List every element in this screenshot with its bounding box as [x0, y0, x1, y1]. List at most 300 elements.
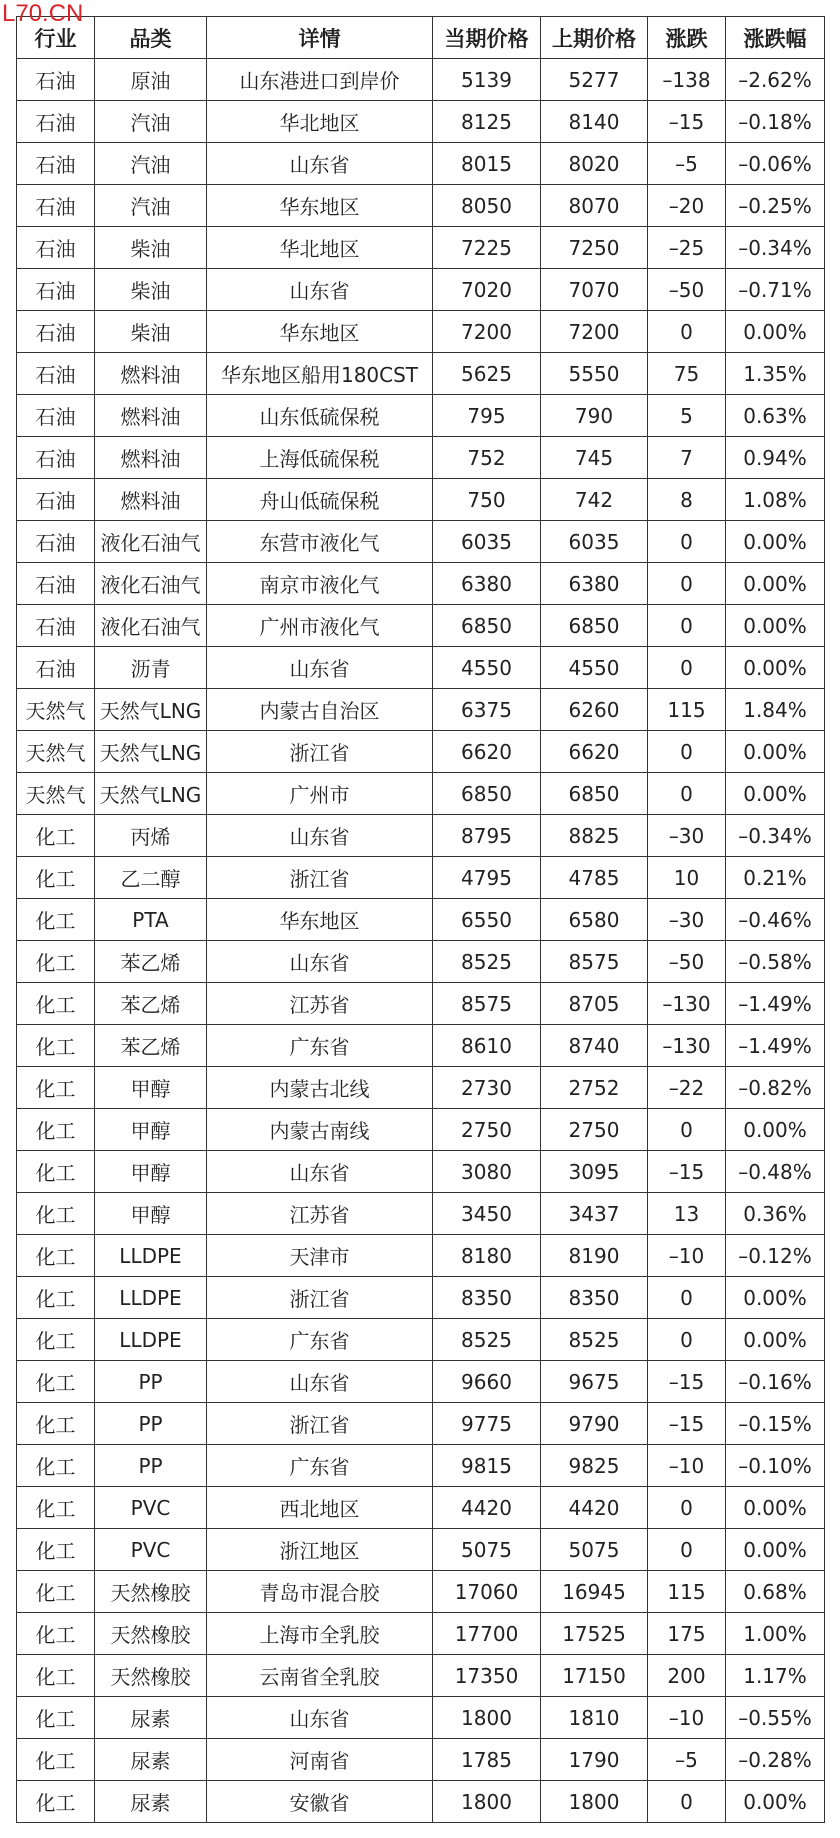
- cell-current-price: 9775: [433, 1403, 541, 1445]
- table-row: [17, 563, 825, 605]
- cell-previous-price: 5550: [541, 353, 648, 395]
- cell-change-pct: –0.58%: [726, 941, 825, 983]
- cell-industry: 化工: [17, 1697, 95, 1739]
- cell-previous-price: 9790: [541, 1403, 648, 1445]
- cell-detail: 华东地区: [207, 899, 433, 941]
- cell-previous-price: 4785: [541, 857, 648, 899]
- table-row: [17, 1739, 825, 1781]
- cell-current-price: 7200: [433, 311, 541, 353]
- cell-detail: 广东省: [207, 1025, 433, 1067]
- cell-industry: 天然气: [17, 731, 95, 773]
- cell-industry: 石油: [17, 563, 95, 605]
- cell-change: 0: [648, 731, 726, 773]
- table-row: [17, 269, 825, 311]
- cell-change: –30: [648, 815, 726, 857]
- table-row: [17, 1613, 825, 1655]
- cell-change: –5: [648, 143, 726, 185]
- header-change: 涨跌: [648, 17, 726, 59]
- cell-category: 天然橡胶: [95, 1613, 207, 1655]
- cell-change: –20: [648, 185, 726, 227]
- cell-previous-price: 3095: [541, 1151, 648, 1193]
- cell-change: 0: [648, 605, 726, 647]
- cell-current-price: 6850: [433, 605, 541, 647]
- cell-change-pct: –1.49%: [726, 1025, 825, 1067]
- cell-change: –15: [648, 101, 726, 143]
- cell-previous-price: 8575: [541, 941, 648, 983]
- cell-current-price: 8525: [433, 941, 541, 983]
- cell-previous-price: 742: [541, 479, 648, 521]
- table-row: [17, 857, 825, 899]
- cell-change-pct: –0.48%: [726, 1151, 825, 1193]
- cell-category: LLDPE: [95, 1235, 207, 1277]
- table-row: [17, 1571, 825, 1613]
- cell-change: –138: [648, 59, 726, 101]
- cell-current-price: 4550: [433, 647, 541, 689]
- cell-change-pct: 0.63%: [726, 395, 825, 437]
- table-row: [17, 647, 825, 689]
- cell-previous-price: 745: [541, 437, 648, 479]
- cell-current-price: 6375: [433, 689, 541, 731]
- cell-change: 0: [648, 1781, 726, 1823]
- table-row: [17, 437, 825, 479]
- cell-change-pct: –1.49%: [726, 983, 825, 1025]
- cell-category: 燃料油: [95, 395, 207, 437]
- cell-category: 液化石油气: [95, 563, 207, 605]
- cell-category: 原油: [95, 59, 207, 101]
- cell-change-pct: –0.10%: [726, 1445, 825, 1487]
- cell-detail: 山东省: [207, 941, 433, 983]
- cell-industry: 石油: [17, 521, 95, 563]
- cell-previous-price: 16945: [541, 1571, 648, 1613]
- cell-category: 苯乙烯: [95, 941, 207, 983]
- cell-current-price: 3080: [433, 1151, 541, 1193]
- cell-change-pct: –0.34%: [726, 815, 825, 857]
- cell-industry: 化工: [17, 1529, 95, 1571]
- cell-previous-price: 3437: [541, 1193, 648, 1235]
- cell-industry: 石油: [17, 185, 95, 227]
- cell-detail: 内蒙古南线: [207, 1109, 433, 1151]
- cell-detail: 山东省: [207, 647, 433, 689]
- cell-category: PP: [95, 1403, 207, 1445]
- cell-industry: 化工: [17, 1739, 95, 1781]
- cell-change-pct: 0.00%: [726, 1781, 825, 1823]
- cell-category: 丙烯: [95, 815, 207, 857]
- cell-industry: 化工: [17, 1487, 95, 1529]
- cell-category: 乙二醇: [95, 857, 207, 899]
- table-row: [17, 479, 825, 521]
- table-row: [17, 143, 825, 185]
- cell-change-pct: 0.00%: [726, 1277, 825, 1319]
- cell-change: 0: [648, 1529, 726, 1571]
- cell-industry: 化工: [17, 1277, 95, 1319]
- cell-industry: 化工: [17, 983, 95, 1025]
- cell-current-price: 6620: [433, 731, 541, 773]
- cell-current-price: 7020: [433, 269, 541, 311]
- cell-industry: 化工: [17, 1613, 95, 1655]
- cell-change: 0: [648, 1487, 726, 1529]
- cell-current-price: 795: [433, 395, 541, 437]
- cell-change-pct: 0.36%: [726, 1193, 825, 1235]
- cell-change-pct: –0.16%: [726, 1361, 825, 1403]
- cell-current-price: 8575: [433, 983, 541, 1025]
- cell-category: 苯乙烯: [95, 983, 207, 1025]
- cell-category: 汽油: [95, 143, 207, 185]
- cell-current-price: 8180: [433, 1235, 541, 1277]
- cell-industry: 化工: [17, 941, 95, 983]
- cell-change-pct: –0.34%: [726, 227, 825, 269]
- table-row: [17, 311, 825, 353]
- table-row: [17, 1193, 825, 1235]
- cell-current-price: 6850: [433, 773, 541, 815]
- cell-industry: 化工: [17, 1571, 95, 1613]
- cell-change-pct: 1.84%: [726, 689, 825, 731]
- cell-previous-price: 4420: [541, 1487, 648, 1529]
- table-row: [17, 185, 825, 227]
- cell-detail: 西北地区: [207, 1487, 433, 1529]
- cell-current-price: 9815: [433, 1445, 541, 1487]
- cell-change: 0: [648, 1319, 726, 1361]
- cell-category: 沥青: [95, 647, 207, 689]
- cell-previous-price: 6620: [541, 731, 648, 773]
- cell-detail: 山东省: [207, 1151, 433, 1193]
- cell-industry: 石油: [17, 437, 95, 479]
- cell-current-price: 2730: [433, 1067, 541, 1109]
- cell-category: 燃料油: [95, 353, 207, 395]
- table-row: [17, 899, 825, 941]
- cell-detail: 内蒙古自治区: [207, 689, 433, 731]
- cell-industry: 化工: [17, 1445, 95, 1487]
- cell-industry: 石油: [17, 395, 95, 437]
- cell-industry: 石油: [17, 101, 95, 143]
- cell-industry: 石油: [17, 311, 95, 353]
- cell-change: 5: [648, 395, 726, 437]
- cell-detail: 华东地区船用180CST: [207, 353, 433, 395]
- cell-category: 天然气LNG: [95, 773, 207, 815]
- cell-current-price: 4795: [433, 857, 541, 899]
- table-row: [17, 1277, 825, 1319]
- cell-current-price: 4420: [433, 1487, 541, 1529]
- cell-category: LLDPE: [95, 1277, 207, 1319]
- cell-previous-price: 790: [541, 395, 648, 437]
- table-row: [17, 983, 825, 1025]
- cell-detail: 浙江省: [207, 1277, 433, 1319]
- cell-change: –10: [648, 1697, 726, 1739]
- cell-industry: 化工: [17, 857, 95, 899]
- table-row: [17, 1151, 825, 1193]
- cell-industry: 天然气: [17, 773, 95, 815]
- cell-detail: 山东省: [207, 269, 433, 311]
- cell-change-pct: 0.00%: [726, 647, 825, 689]
- cell-industry: 石油: [17, 479, 95, 521]
- cell-category: 燃料油: [95, 479, 207, 521]
- cell-industry: 化工: [17, 1025, 95, 1067]
- cell-current-price: 8125: [433, 101, 541, 143]
- cell-detail: 江苏省: [207, 1193, 433, 1235]
- cell-industry: 化工: [17, 1655, 95, 1697]
- cell-change: 75: [648, 353, 726, 395]
- cell-change: 10: [648, 857, 726, 899]
- cell-change-pct: 1.08%: [726, 479, 825, 521]
- table-row: [17, 1445, 825, 1487]
- table-row: [17, 1403, 825, 1445]
- cell-category: LLDPE: [95, 1319, 207, 1361]
- cell-detail: 东营市液化气: [207, 521, 433, 563]
- cell-current-price: 9660: [433, 1361, 541, 1403]
- cell-change-pct: –0.25%: [726, 185, 825, 227]
- cell-current-price: 6550: [433, 899, 541, 941]
- cell-detail: 浙江省: [207, 857, 433, 899]
- cell-previous-price: 8140: [541, 101, 648, 143]
- cell-current-price: 750: [433, 479, 541, 521]
- cell-change: 115: [648, 689, 726, 731]
- cell-change-pct: 0.00%: [726, 1319, 825, 1361]
- cell-change: 13: [648, 1193, 726, 1235]
- cell-industry: 化工: [17, 1193, 95, 1235]
- cell-detail: 内蒙古北线: [207, 1067, 433, 1109]
- cell-change: –10: [648, 1445, 726, 1487]
- cell-current-price: 1785: [433, 1739, 541, 1781]
- cell-detail: 上海市全乳胶: [207, 1613, 433, 1655]
- cell-previous-price: 5277: [541, 59, 648, 101]
- cell-change: –10: [648, 1235, 726, 1277]
- cell-change-pct: 0.00%: [726, 605, 825, 647]
- cell-change: 115: [648, 1571, 726, 1613]
- cell-current-price: 3450: [433, 1193, 541, 1235]
- cell-change-pct: 0.21%: [726, 857, 825, 899]
- table-row: [17, 1487, 825, 1529]
- table-row: [17, 1655, 825, 1697]
- cell-change: 200: [648, 1655, 726, 1697]
- cell-industry: 化工: [17, 1403, 95, 1445]
- cell-previous-price: 8525: [541, 1319, 648, 1361]
- cell-change: 0: [648, 773, 726, 815]
- cell-detail: 天津市: [207, 1235, 433, 1277]
- cell-category: 甲醇: [95, 1067, 207, 1109]
- cell-change-pct: –2.62%: [726, 59, 825, 101]
- header-previous-price: 上期价格: [541, 17, 648, 59]
- cell-current-price: 6035: [433, 521, 541, 563]
- cell-detail: 华北地区: [207, 227, 433, 269]
- cell-previous-price: 8020: [541, 143, 648, 185]
- cell-industry: 化工: [17, 1319, 95, 1361]
- cell-category: 天然橡胶: [95, 1571, 207, 1613]
- cell-change: 0: [648, 1277, 726, 1319]
- cell-detail: 山东省: [207, 815, 433, 857]
- cell-change-pct: 1.17%: [726, 1655, 825, 1697]
- cell-previous-price: 6850: [541, 773, 648, 815]
- cell-change: –5: [648, 1739, 726, 1781]
- cell-previous-price: 1800: [541, 1781, 648, 1823]
- cell-detail: 青岛市混合胶: [207, 1571, 433, 1613]
- cell-change-pct: –0.18%: [726, 101, 825, 143]
- cell-industry: 化工: [17, 1151, 95, 1193]
- cell-industry: 化工: [17, 899, 95, 941]
- cell-detail: 山东港进口到岸价: [207, 59, 433, 101]
- cell-current-price: 7225: [433, 227, 541, 269]
- cell-category: 甲醇: [95, 1151, 207, 1193]
- cell-previous-price: 9675: [541, 1361, 648, 1403]
- cell-current-price: 8015: [433, 143, 541, 185]
- cell-industry: 天然气: [17, 689, 95, 731]
- cell-detail: 华北地区: [207, 101, 433, 143]
- cell-change-pct: –0.71%: [726, 269, 825, 311]
- cell-category: PTA: [95, 899, 207, 941]
- header-detail: 详情: [207, 17, 433, 59]
- table-row: [17, 815, 825, 857]
- cell-category: 天然气LNG: [95, 731, 207, 773]
- cell-change-pct: 0.00%: [726, 311, 825, 353]
- cell-industry: 化工: [17, 1235, 95, 1277]
- table-row: [17, 353, 825, 395]
- cell-category: 汽油: [95, 185, 207, 227]
- table-row: [17, 1235, 825, 1277]
- cell-previous-price: 6380: [541, 563, 648, 605]
- cell-previous-price: 17525: [541, 1613, 648, 1655]
- cell-previous-price: 8070: [541, 185, 648, 227]
- cell-industry: 化工: [17, 1361, 95, 1403]
- table-row: [17, 1361, 825, 1403]
- cell-previous-price: 8190: [541, 1235, 648, 1277]
- cell-change-pct: 0.00%: [726, 521, 825, 563]
- cell-detail: 上海低硫保税: [207, 437, 433, 479]
- cell-category: 液化石油气: [95, 521, 207, 563]
- cell-current-price: 17060: [433, 1571, 541, 1613]
- cell-current-price: 8795: [433, 815, 541, 857]
- cell-detail: 广东省: [207, 1445, 433, 1487]
- cell-previous-price: 1790: [541, 1739, 648, 1781]
- cell-change-pct: 1.00%: [726, 1613, 825, 1655]
- cell-current-price: 752: [433, 437, 541, 479]
- cell-change-pct: –0.15%: [726, 1403, 825, 1445]
- cell-current-price: 8350: [433, 1277, 541, 1319]
- cell-detail: 广州市液化气: [207, 605, 433, 647]
- cell-category: PVC: [95, 1487, 207, 1529]
- cell-change: –30: [648, 899, 726, 941]
- cell-change: –130: [648, 1025, 726, 1067]
- cell-detail: 浙江省: [207, 1403, 433, 1445]
- cell-previous-price: 6035: [541, 521, 648, 563]
- table-row: [17, 227, 825, 269]
- cell-current-price: 5075: [433, 1529, 541, 1571]
- cell-current-price: 5625: [433, 353, 541, 395]
- cell-category: 尿素: [95, 1697, 207, 1739]
- cell-change-pct: –0.28%: [726, 1739, 825, 1781]
- cell-current-price: 6380: [433, 563, 541, 605]
- cell-change: –22: [648, 1067, 726, 1109]
- cell-category: 液化石油气: [95, 605, 207, 647]
- cell-change: 0: [648, 311, 726, 353]
- cell-change: 0: [648, 563, 726, 605]
- cell-previous-price: 9825: [541, 1445, 648, 1487]
- cell-category: 苯乙烯: [95, 1025, 207, 1067]
- cell-current-price: 2750: [433, 1109, 541, 1151]
- cell-industry: 石油: [17, 143, 95, 185]
- cell-category: 甲醇: [95, 1109, 207, 1151]
- cell-change-pct: –0.06%: [726, 143, 825, 185]
- cell-current-price: 1800: [433, 1697, 541, 1739]
- cell-category: 天然橡胶: [95, 1655, 207, 1697]
- cell-category: PVC: [95, 1529, 207, 1571]
- table-row: [17, 731, 825, 773]
- cell-previous-price: 2750: [541, 1109, 648, 1151]
- table-row: [17, 101, 825, 143]
- cell-previous-price: 2752: [541, 1067, 648, 1109]
- cell-detail: 江苏省: [207, 983, 433, 1025]
- cell-detail: 山东低硫保税: [207, 395, 433, 437]
- table-row: [17, 1529, 825, 1571]
- cell-detail: 南京市液化气: [207, 563, 433, 605]
- cell-industry: 石油: [17, 59, 95, 101]
- cell-change: 0: [648, 647, 726, 689]
- header-category: 品类: [95, 17, 207, 59]
- cell-current-price: 8050: [433, 185, 541, 227]
- cell-current-price: 17350: [433, 1655, 541, 1697]
- cell-change: –130: [648, 983, 726, 1025]
- cell-previous-price: 7200: [541, 311, 648, 353]
- cell-previous-price: 17150: [541, 1655, 648, 1697]
- cell-change: 7: [648, 437, 726, 479]
- cell-industry: 化工: [17, 815, 95, 857]
- header-change-pct: 涨跌幅: [726, 17, 825, 59]
- cell-category: PP: [95, 1361, 207, 1403]
- cell-change: –50: [648, 941, 726, 983]
- cell-change: 175: [648, 1613, 726, 1655]
- cell-change-pct: 0.00%: [726, 773, 825, 815]
- cell-change: 0: [648, 521, 726, 563]
- table-row: [17, 605, 825, 647]
- cell-change-pct: –0.55%: [726, 1697, 825, 1739]
- watermark: L70.CN: [2, 0, 84, 27]
- cell-detail: 浙江省: [207, 731, 433, 773]
- table-row: [17, 689, 825, 731]
- cell-industry: 化工: [17, 1067, 95, 1109]
- cell-category: PP: [95, 1445, 207, 1487]
- cell-category: 柴油: [95, 311, 207, 353]
- table-row: [17, 1697, 825, 1739]
- cell-previous-price: 8825: [541, 815, 648, 857]
- cell-change-pct: 0.00%: [726, 1529, 825, 1571]
- cell-current-price: 8610: [433, 1025, 541, 1067]
- cell-previous-price: 1810: [541, 1697, 648, 1739]
- cell-change: –50: [648, 269, 726, 311]
- cell-industry: 化工: [17, 1109, 95, 1151]
- cell-change-pct: 1.35%: [726, 353, 825, 395]
- cell-industry: 化工: [17, 1781, 95, 1823]
- table-header-row: [17, 17, 825, 59]
- cell-change-pct: 0.00%: [726, 1109, 825, 1151]
- cell-category: 天然气LNG: [95, 689, 207, 731]
- cell-industry: 石油: [17, 647, 95, 689]
- cell-detail: 云南省全乳胶: [207, 1655, 433, 1697]
- cell-change: –15: [648, 1361, 726, 1403]
- cell-previous-price: 8740: [541, 1025, 648, 1067]
- cell-detail: 浙江地区: [207, 1529, 433, 1571]
- header-current-price: 当期价格: [433, 17, 541, 59]
- table-row: [17, 59, 825, 101]
- cell-current-price: 1800: [433, 1781, 541, 1823]
- cell-detail: 华东地区: [207, 311, 433, 353]
- cell-change-pct: 0.00%: [726, 1487, 825, 1529]
- table-row: [17, 1025, 825, 1067]
- cell-current-price: 8525: [433, 1319, 541, 1361]
- cell-detail: 山东省: [207, 1361, 433, 1403]
- cell-detail: 山东省: [207, 143, 433, 185]
- table-body: [17, 59, 825, 1823]
- cell-category: 甲醇: [95, 1193, 207, 1235]
- cell-detail: 华东地区: [207, 185, 433, 227]
- cell-industry: 石油: [17, 227, 95, 269]
- cell-change: –25: [648, 227, 726, 269]
